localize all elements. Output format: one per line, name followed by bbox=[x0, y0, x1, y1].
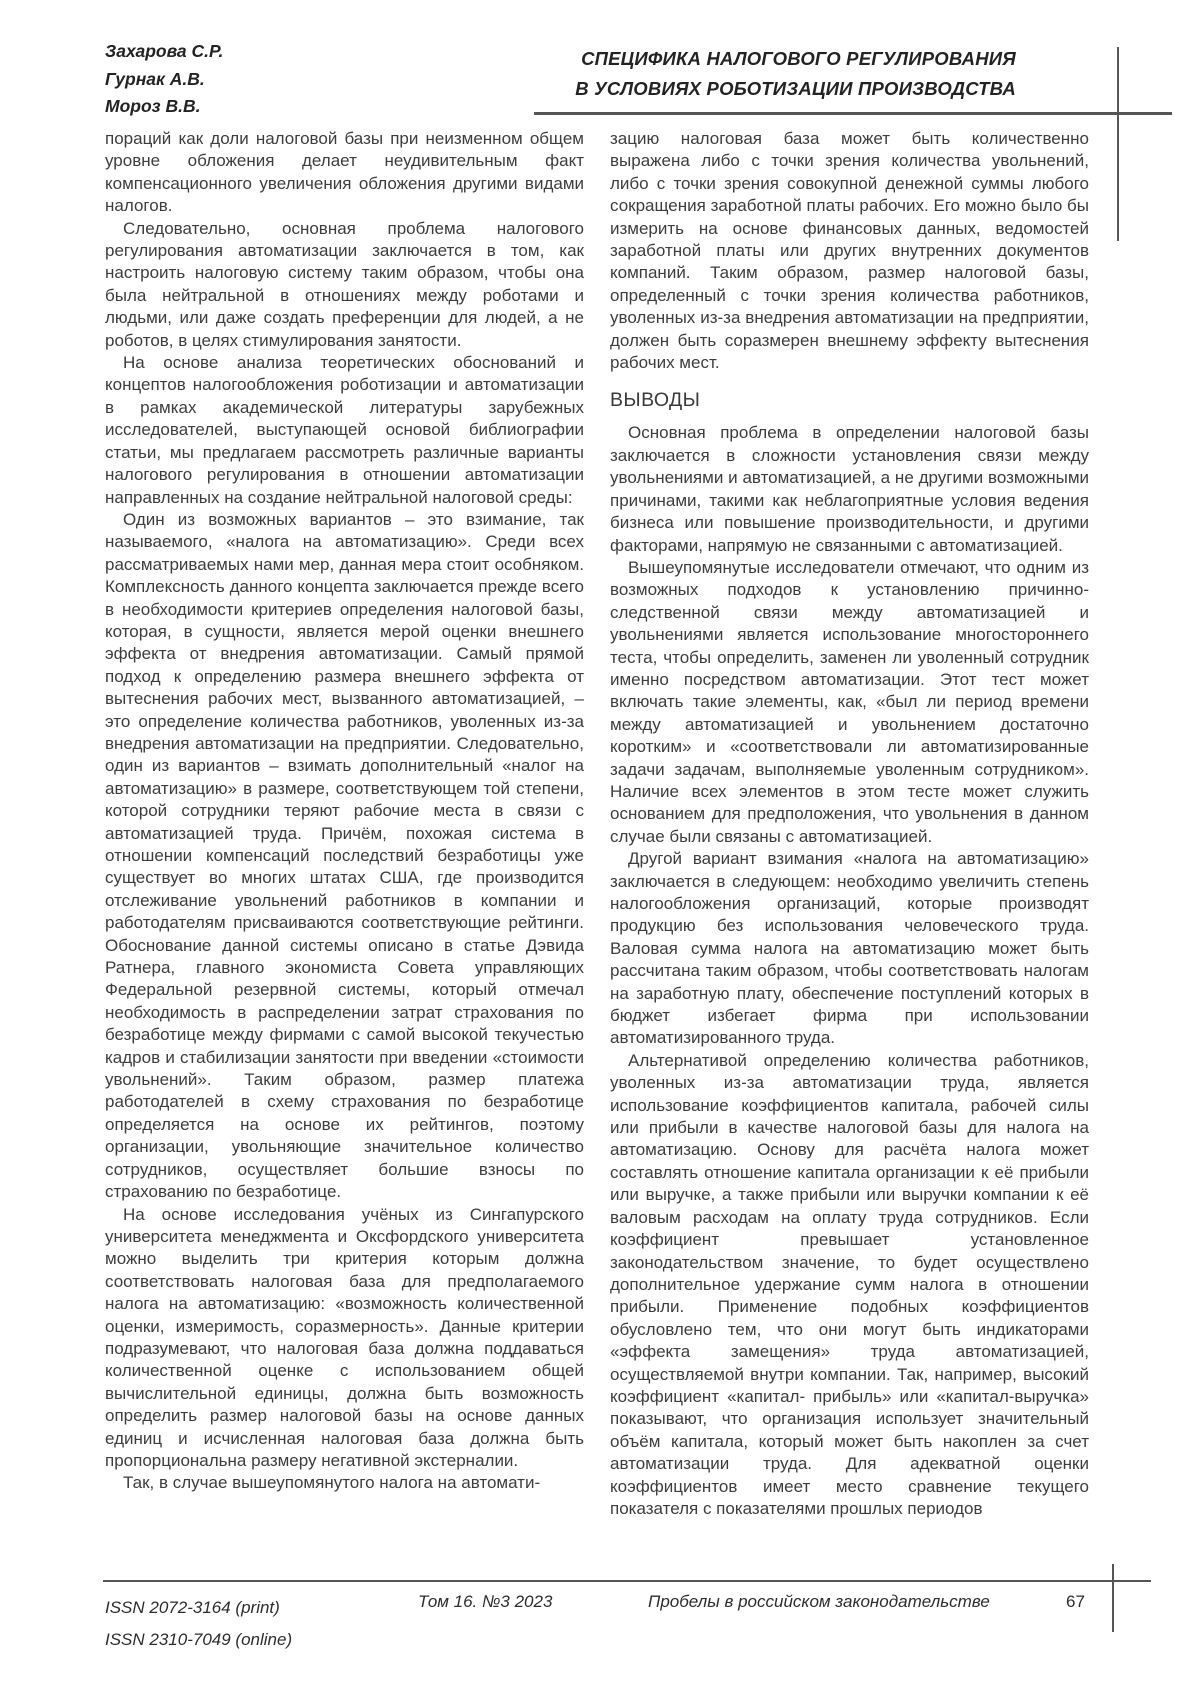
paragraph: Основная проблема в определении налоговой базы заключается в сложности установления связи между увольнениями и автоматизацией, а не другими возможными причинами, такими как неблагоприятные условия ведения бизнеса или повышение производительности, и другими факторами, напрямую не связанными с автоматизацией. bbox=[610, 423, 1089, 555]
issn-online: ISSN 2310-7049 (online) bbox=[105, 1630, 293, 1649]
paragraph: Вышеупомянутые исследователи отмечают, что одним из возможных подходов к установлению причинно-следственной связи между автоматизацией и увольнениями является использование многостороннего теста, чтобы определить, заменен ли уволенный сотрудник именно посредством автоматизации. Этот тест может включать такие элементы, как, «был ли период времени между автоматизацией и увольнением достаточно коротким» и «соответствовали ли автоматизированные задачи задачам, выполняемые уволенным сотрудником». Наличие всех элементов в этом тесте может служить основанием для предположения, что увольнения в данном случае были связаны с автоматизацией. bbox=[610, 557, 1089, 846]
paper-title-line: СПЕЦИФИКА НАЛОГОВОГО РЕГУЛИРОВАНИЯ bbox=[581, 48, 1016, 69]
author-name: Гурнак А.В. bbox=[105, 68, 205, 89]
paragraph: Так, в случае вышеупомянутого налога на автомати- bbox=[123, 1473, 541, 1493]
paragraph: Другой вариант взимания «налога на автоматизацию» заключается в следующем: необходимо увеличить степень налогообложения организаций, которые производят продукцию без использования человеческого труда. Валовая сумма налога на автоматизацию может быть рассчитана таким образом, чтобы соответствовать налогам на заработную плату, обеспечение поступлений которых в бюджет избегает фирма при использовании автоматизированного труда. bbox=[610, 849, 1089, 1048]
footer-journal-name: Пробелы в российском законодательстве bbox=[648, 1592, 990, 1611]
paper-title bbox=[575, 44, 1016, 104]
footer-issn-block bbox=[105, 1592, 292, 1656]
paper-title-line: В УСЛОВИЯХ РОБОТИЗАЦИИ ПРОИЗВОДСТВА bbox=[575, 78, 1016, 99]
paragraph: Один из возможных вариантов – это взимание, так называемого, «налога на автоматизацию». Среди всех рассматриваемых нами мер, данная мера стоит особняком. Комплексность данного концепта заключается прежде всего в необходимости критериев определения налоговой базы, которая, в сущности, является мерой оценки внешнего эффекта от внедрения автоматизации. Самый прямой подход к определению размера внешнего эффекта от вытеснения рабочих мест, вызванного автоматизацией, – это определение количества работников, уволенных из-за внедрения автоматизации на предприятии. Следовательно, один из вариантов – взимать дополнительный «налог на автоматизацию» в размере, соответствующем той степени, которой сотрудники теряют рабочие места в связи с автоматизацией труда. Причём, похожая система в отношении компенсаций последствий безработицы уже существует во многих штатах США, где производится отслеживание увольнений работников в компании и работодателям присваиваются соответствующие рейтинги. Обоснование данной системы описано в статье Дэвида Ратнера, главного экономиста Совета управляющих Федеральной резервной системы, который отмечал необходимость в распределении затрат страхования по безработице между фирмами с самой высокой текучестью кадров и стабилизации занятости при введении «стоимости увольнений». Таким образом, размер платежа работодателей в схему страхования по безработице определяется на основе их рейтингов, поэтому организации, увольняющие значительное количество сотрудников, осуществляет большие взносы по страхованию по безработице. bbox=[105, 509, 584, 1202]
paragraph: На основе анализа теоретических обоснований и концептов налогообложения роботизации и автоматизации в рамках академической литературы зарубежных исследователей, выступающей основой библиографии статьи, мы предлагаем рассмотреть различные варианты налогового регулирования в отношении автоматизации направленных на создание нейтральной налоговой среды: bbox=[105, 353, 584, 507]
right-column bbox=[610, 128, 1089, 1520]
footer-volume: Том 16. №3 2023 bbox=[418, 1592, 553, 1611]
footer-page-number: 67 bbox=[1066, 1592, 1085, 1611]
left-column bbox=[105, 128, 584, 1520]
two-column-body bbox=[105, 128, 1089, 1520]
paragraph: Альтернативой определению количества работников, уволенных из-за автоматизации труда, является использование коэффициентов капитала, рабочей силы или прибыли в качестве налоговой базы для налога на автоматизацию. Основу для расчёта налога может составлять отношение капитала организации к её прибыли или выручке, а также прибыли или выручки компании к её валовым расходам на оплату труда сотрудников. Если коэффициент превышает установленное законодательством значение, то будет осуществлено дополнительное удержание сумм налога в отношении прибыли. Применение подобных коэффициентов обусловлено тем, что они могут быть индикаторами «эффекта замещения» труда автоматизацией, осуществляемой внутри компании. Так, например, высокий коэффициент «капитал- прибыль» или «капитал-выручка» показывают, что организация использует значительный объём капитала, который может быть накоплен за счет автоматизации труда. Для адекватной оценки коэффициентов имеет место сравнение текущего показателя с показателями прошлых периодов bbox=[610, 1050, 1089, 1518]
author-name: Мороз В.В. bbox=[105, 96, 201, 116]
section-heading-conclusions: ВЫВОДЫ bbox=[610, 389, 701, 412]
bottom-right-vertical-rule bbox=[1112, 1564, 1114, 1632]
top-right-vertical-rule bbox=[1117, 47, 1119, 241]
authors-block bbox=[105, 38, 223, 121]
paragraph: зацию налоговая база может быть количественно выражена либо с точки зрения количества увольнений, либо с точки зрения совокупной денежной суммы любого сокращения заработной платы рабочих. Его можно было бы измерить на основе финансовых данных, ведомостей заработной платы или других внутренних документов компаний. Таким образом, размер налоговой базы, определенный с точки зрения количества работников, уволенных из-за внедрения автоматизации на предприятии, должен быть соразмерен внешнему эффекту вытеснения рабочих мест. bbox=[610, 129, 1089, 373]
footer-rule bbox=[103, 1580, 1151, 1582]
header-rule bbox=[534, 112, 1172, 115]
paragraph: Следовательно, основная проблема налогового регулирования автоматизации заключается в том, как настроить налоговую систему таким образом, чтобы она была нейтральной в отношениях между роботами и людьми, или даже создать преференции для людей, а не роботов, в целях стимулирования занятости. bbox=[105, 218, 584, 350]
issn-print: ISSN 2072-3164 (print) bbox=[105, 1598, 280, 1617]
paragraph: На основе исследования учёных из Сингапурского университета менеджмента и Оксфордского университета можно выделить три критерия которым должна соответствовать налоговая база для предполагаемого налога на автоматизацию: «возможность количественной оценки, измеримость, соразмерность». Данные критерии подразумевают, что налоговая база должна поддаваться количественной оценке с использованием общей вычислительной единицы, должна быть возможность определить размер налоговой базы на основе данных единиц и исчисленная налоговая база должна быть пропорциональна размеру негативной экстерналии. bbox=[105, 1204, 584, 1470]
author-name: Захарова С.Р. bbox=[105, 41, 224, 61]
paragraph: пораций как доли налоговой базы при неизменном общем уровне обложения делает неудивительным факт компенсационного увеличения обложения другими видами налогов. bbox=[105, 129, 584, 216]
